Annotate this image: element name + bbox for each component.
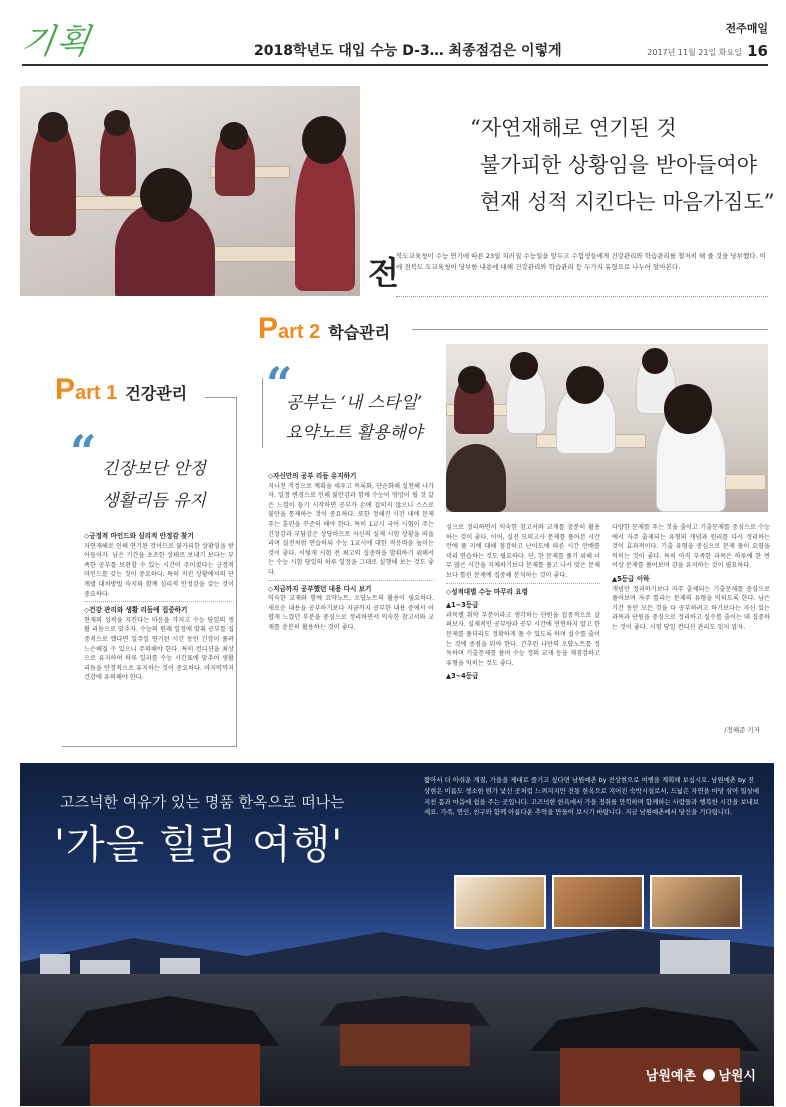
grade-heading: ▲5등급 이하 bbox=[612, 574, 650, 583]
section-logo: 기획 bbox=[18, 22, 95, 62]
column-2 bbox=[268, 468, 434, 730]
hanok-courtyard-photo bbox=[650, 875, 742, 929]
header-rule bbox=[22, 64, 768, 66]
ad-subtitle: 고즈넉한 여유가 있는 명품 한옥으로 떠나는 bbox=[60, 793, 345, 811]
subheading: ◇긍정적 마인드와 심리적 안정감 찾기 bbox=[84, 532, 194, 540]
part1-frame bbox=[62, 397, 237, 747]
pull-quote bbox=[470, 110, 775, 221]
paragraph: 과목별 취약 부분이라고 생각하는 단원을 집중적으로 살펴보자. 실제적인 공부량과 공부 시간에 연연하지 말고 한 문제를 풀더라도 정확하게 풀 수 있도록 하며 실수를 줄이는 것에 중점을 둬야 한다. 간추린 나만의 오답노트를 정독하며 기출문제를 풀며 수능 정의 교재 등을 재점검하고 유형을 익히는 것도 좋다. bbox=[446, 611, 600, 667]
column-3 bbox=[446, 523, 600, 735]
part1-headline-line1: 긴장보단 안정 bbox=[102, 459, 206, 479]
hanok-travel-ad bbox=[20, 763, 774, 1106]
reporter-byline: /정해준 기자 bbox=[724, 726, 760, 734]
subheading: ◇지금까지 공부했던 내용 다시 보기 bbox=[268, 584, 372, 593]
page-header bbox=[0, 0, 786, 72]
quote-mark-icon: “ bbox=[266, 357, 293, 411]
lead-rule bbox=[396, 296, 768, 297]
part1-headline-line2: 생활리듬 유지 bbox=[102, 491, 206, 511]
part2-label: 학습관리 bbox=[328, 323, 391, 342]
part2-headline bbox=[264, 388, 444, 448]
paragraph: 다양한 문제를 푸는 것을 줄이고 기출문제를 중심으로 수능에서 자주 출제되는 유형의 개념과 원리를 다시 정리하는 것이 효과적이다. 기출 유형을 중심으로 문제 풀이 요령을 익히는 것이 좋다. 특히 아직 부족한 과목은 하루에 한 번 이상 문제를 풀어보며 감을 유지하는 것이 필요하다. bbox=[612, 524, 770, 570]
ad-city-name: 남원시 bbox=[718, 1069, 756, 1084]
quote-mark-icon: “ bbox=[70, 425, 97, 479]
paragraph: 자연재해로 인해 연기된 것이므로 불가피한 상황임을 받아들이자. 남은 기간을 초조한 상태로 보내기 보다는 부족한 공부를 보완할 수 있는 시간이 주어졌다는 긍정적 마인드를 갖는 것이 중요하다. 특히 지진 상황에서의 단계별 대처방법 숙지와 함께 심리적 안정감을 갖는 것이 중요하다. bbox=[84, 542, 234, 598]
issue-date: 2017년 11월 21일 화요일 bbox=[647, 48, 742, 57]
hanok-room-photo bbox=[552, 875, 644, 929]
part2-heading bbox=[258, 312, 390, 346]
subheading: ◇자신만의 공부 리듬 유지하기 bbox=[268, 472, 357, 480]
quote-line-1: “자연재해로 연기된 것 bbox=[470, 116, 677, 140]
grade-heading: ▲3~4등급 bbox=[446, 672, 479, 681]
quote-line-3: 현재 성적 지킨다는 마음가짐도” bbox=[480, 190, 775, 214]
ad-brand-logo: 남원예촌 bbox=[645, 1069, 696, 1084]
lead-drop-cap: 전 bbox=[368, 254, 399, 292]
subheading: ◇성적대별 수능 마무리 요령 bbox=[446, 587, 529, 596]
ad-city-logo bbox=[703, 1065, 756, 1084]
food-photo bbox=[454, 875, 546, 929]
ad-title: '가을 힐링 여행' bbox=[54, 822, 344, 868]
page-number: 16 bbox=[747, 42, 768, 60]
column-4 bbox=[612, 523, 770, 723]
quote-line-2: 불가피한 상황임을 받아들여야 bbox=[480, 153, 758, 177]
page-headline: 2018학년도 대입 수능 D-3… 최종점검은 이렇게 bbox=[254, 43, 562, 59]
part1-p: P bbox=[55, 373, 76, 406]
part2-rule bbox=[412, 329, 768, 330]
part1-label: 건강관리 bbox=[125, 384, 188, 403]
ad-copy: 짧아서 더 아쉬운 계절, 가을을 제대로 즐기고 싶다면 남원예촌 by 전상현으로 여행을 계획해 보십시오. 남원예촌 by 전상현은 이름도 생소한 뭔가 낯선 곳처럼 느껴지지만 전통 한옥으로 지어진 숙박시설로서, 드넓은 자연을 마당 삼아 일상에 지친 몸과 마음에 쉼을 주는 곳입니다. 고즈넉한 한옥에서 가을 정취를 만끽하며 함께하는 사람들과 행복한 시간을 보내보세요. 가족, 연인, 친구와 함께 아름다운 추억을 만들어 보시기 바랍니다. 지금 남원예촌에서 당신을 기다립니다. bbox=[424, 776, 759, 817]
paragraph: 지나친 걱정으로 계획을 세우고 목록화, 단순화해 실천해 나가자. 일정 변경으로 인해 불안감과 함께 수능이 엉망이 될 것 같은 느낌이 들기 시작하면 공부가 손에 잡히지 않으니 스스로 불안을 통제하는 것이 중요하다. 또한 정해진 시간 내에 문제 푸는 훈련을 꾸준히 해야 한다. 특히 1교시 국어 시험이 주는 긴장감과 부담감은 상당하므로 자신의 실제 시험 상황을 떠올리며 실전처럼 연습하되 수능 1교시에 대한 적응력을 높이는 것이 좋다. 이렇게 시험 전 최고의 집중력을 발휘하기 위해서는 수능 시험 당일의 하루 일정을 그대로 실행해 보는 것도 좋다. bbox=[268, 482, 434, 576]
grade-heading: ▲1~3등급 bbox=[446, 601, 479, 610]
subheading: ◇건강 관리와 생활 리듬에 집중하기 bbox=[84, 606, 188, 615]
lead-paragraph: 북도교육청이 수능 연기에 따른 23일 치러질 수능일을 앞두고 수험생들에게 건강관리와 학습관리를 철저히 해 줄 것을 당부했다. 이에 전북도 도교육청이 당부한 내용에 대해 건강관리와 학습관리 등 두가지 유형으로 나누어 알아본다. bbox=[396, 252, 766, 271]
part2-p: P bbox=[258, 312, 279, 345]
part2-headline-line2: 요약노트 활용해야 bbox=[285, 423, 423, 443]
part2-headline-line1: 공부는 ‘내 스타일’ bbox=[285, 393, 423, 413]
paragraph: 개념만 정리하기보다 자주 출제되는 기출문제를 중심으로 풀어보며 자주 틀리는 문제의 유형을 익히도록 한다. 남은 기간 동안 모든 것을 다 공부하려고 하기보다는 자신 있는 과목과 단원을 중심으로 정리하고 실수를 줄이는 데 집중하는 것이 좋다. 시험 당일 컨디션 관리도 잊지 말자. bbox=[612, 585, 770, 631]
newspaper-name: 전주매일 bbox=[725, 22, 768, 35]
paragraph: 익숙한 교재와 함께 요약노트, 오답노트의 활용이 필요하다. 새로운 내용을 공부하기보다 지금까지 공부한 내용 중에서 어렵게 느꼈던 부분을 중심으로 정리하면서 익숙한 참고서와 교재를 충분히 활용하는 것이 좋다. bbox=[268, 595, 434, 631]
paragraph: 현재의 성적을 지킨다는 마음을 가지고 수능 당일의 생활 리듬으로 맞추자. 수능의 원래 일정에 맞춰 공부를 집중적으로 했다면 일주일 연기된 시간 동안 긴장이 풀려 느슨해질 수 있으니 주의해야 한다. 특히 컨디션을 최상으로 유지하며 하루 일과를 수능 시간표에 맞추어 생활 리듬을 안정적으로 유지하는 것이 중요하다. 마지막까지 건강에 유의해야 한다. bbox=[84, 616, 234, 682]
exam-room-photo bbox=[20, 86, 360, 296]
classroom-photo bbox=[446, 344, 768, 512]
part1-rest: art 1 bbox=[75, 382, 118, 404]
part2-rest: art 2 bbox=[278, 321, 321, 343]
paragraph: 심으로 정리하면서 익숙한 참고서와 교재를 충분히 활용하는 것이 좋다. 이어, 실전 모의고사 문제를 풀어본 시간 안에 풀 지에 대해 점검하고 난이도에 따른 시간 안배를 미리 연습하는 것도 필요하다. 단, 한 문제를 풀기 위해 너무 많은 시간을 지체하기보다 문제를 풀고 나서 맞은 문제보다 틀린 문제에 집중해 분석하는 것이 좋다. bbox=[446, 524, 600, 579]
